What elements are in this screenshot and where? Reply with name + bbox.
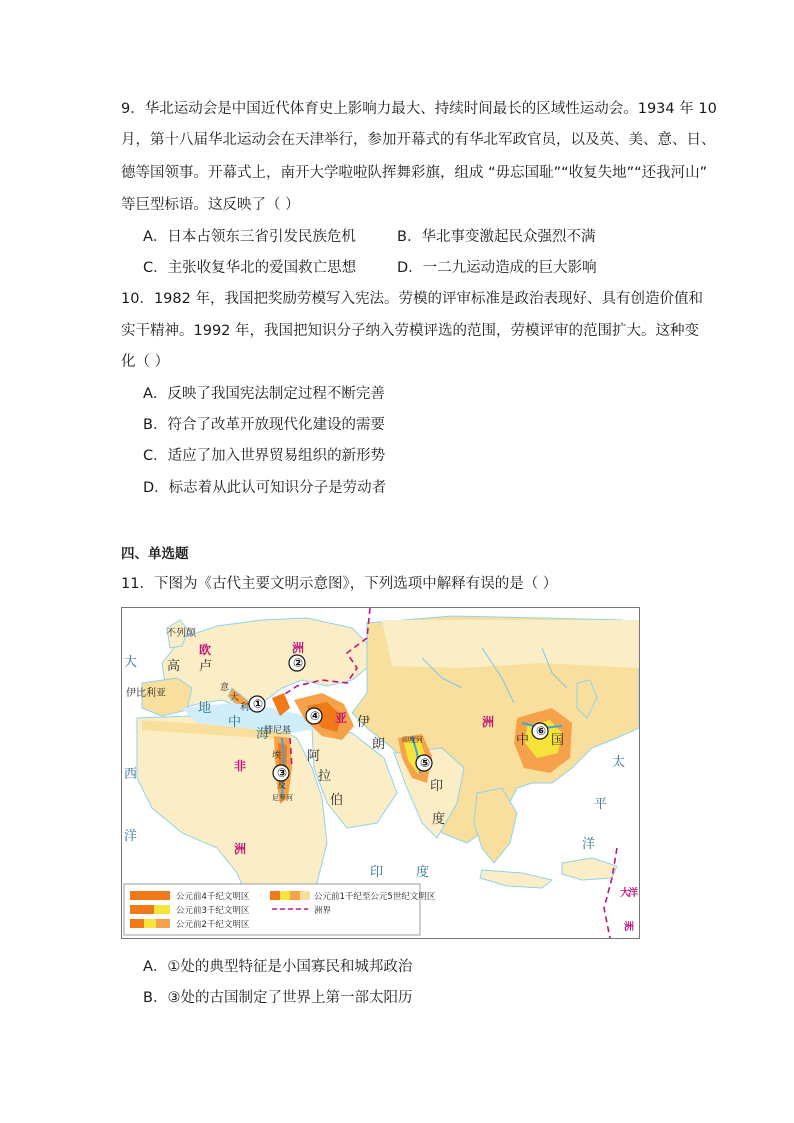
svg-text:③: ③ <box>277 766 288 780</box>
legend-swatch-2nd-a <box>130 919 144 928</box>
label-gaul-2: 卢 <box>199 659 213 674</box>
label-arabia-bo: 伯 <box>330 793 344 808</box>
legend-swatch-2nd-b <box>144 919 156 928</box>
label-egypt-2: 及 <box>277 781 287 791</box>
q9-option-c[interactable]: C．主张收复华北的爱国救亡思想 <box>143 260 357 276</box>
label-pacific-tai: 太 <box>612 755 626 770</box>
label-pacific-ping: 平 <box>594 797 608 812</box>
label-asia-zhou: 洲 <box>482 715 495 729</box>
label-italy-1: 意 <box>220 683 230 693</box>
label-atlantic-da: 大 <box>124 655 138 670</box>
label-oceania-yang: 洋 <box>628 888 638 899</box>
legend-label-4th-millennium: 公元前4千纪文明区 <box>176 892 250 902</box>
label-italy-3: 利 <box>240 703 250 713</box>
q9-stem-line-4: 等巨型标语。这反映了（ ） <box>121 197 300 213</box>
map-legend <box>124 884 436 935</box>
label-egypt-1: 埃 <box>272 751 282 761</box>
legend-swatch-1st-b <box>280 891 290 900</box>
label-nile: 尼罗河 <box>272 794 293 802</box>
label-arabia-a: 阿 <box>307 749 321 764</box>
legend-swatch-1st-a <box>270 891 280 900</box>
label-med-di: 地 <box>198 701 212 716</box>
q9-stem-line-3: 德等国领事。开幕式上，南开大学啦啦队挥舞彩旗，组成 “毋忘国耻”“收复失地”“还我河山” <box>121 165 708 181</box>
marker-3 <box>273 765 289 781</box>
legend-swatch-1st-c <box>290 891 300 900</box>
q10-option-c[interactable]: C．适应了加入世界贸易组织的新形势 <box>143 448 386 464</box>
q9-option-a[interactable]: A．日本占领东三省引发民族危机 <box>143 229 356 245</box>
q10-option-d[interactable]: D．标志着从此认可知识分子是劳动者 <box>143 480 387 496</box>
legend-label-boundary: 洲界 <box>314 906 332 916</box>
label-italy-2: 大 <box>230 693 240 703</box>
label-phoenicia: 腓尼基 <box>264 726 292 736</box>
q11-option-a[interactable]: A．①处的典型特征是小国寡民和城邦政治 <box>143 959 413 975</box>
legend-swatch-3rd-a <box>130 905 154 914</box>
legend-swatch-3rd-b <box>154 905 170 914</box>
marker-6 <box>532 723 548 739</box>
svg-text:④: ④ <box>310 709 321 723</box>
q9-option-d[interactable]: D．一二九运动造成的巨大影响 <box>397 260 597 276</box>
label-arabia-la: 拉 <box>318 769 332 784</box>
q9-option-b[interactable]: B．华北事变激起民众强烈不满 <box>397 229 596 245</box>
label-med-hai: 海 <box>256 727 270 742</box>
label-indian-ocean-yin: 印 <box>370 865 384 880</box>
label-oceania-da: 大 <box>620 888 630 899</box>
label-oceania-zhou: 洲 <box>624 922 634 933</box>
svg-text:⑥: ⑥ <box>536 724 547 738</box>
ancient-civilizations-map <box>121 607 640 939</box>
label-atlantic-xi: 西 <box>124 767 138 782</box>
marker-1 <box>249 696 265 712</box>
label-india-du: 度 <box>432 812 446 827</box>
q10-stem-line-1: 10．1982 年，我国把奖励劳模写入宪法。劳模的评审标准是政治表现好、具有创造价值和 <box>121 291 703 307</box>
q10-stem-line-2: 实干精神。1992 年，我国把知识分子纳入劳模评选的范围，劳模评审的范围扩大。这种变 <box>121 323 700 339</box>
q9-stem-line-2: 月，第十八届华北运动会在天津举行，参加开幕式的有华北军政官员，以及英、美、意、日、 <box>121 132 716 148</box>
q9-stem-line-1: 9．华北运动会是中国近代体育史上影响力最大、持续时间最长的区域性运动会。1934 年 10 <box>121 101 717 117</box>
q10-option-b[interactable]: B．符合了改革开放现代化建设的需要 <box>143 417 385 433</box>
legend-swatch-4th-millennium <box>130 891 170 900</box>
marker-5 <box>416 755 432 771</box>
q11-option-b[interactable]: B．③处的古国制定了世界上第一部太阳历 <box>143 990 413 1006</box>
label-iberia: 伊比利亚 <box>126 688 166 699</box>
svg-text:②: ② <box>293 656 304 670</box>
label-indus: 印度河 <box>402 736 423 744</box>
label-britain: 不列颠 <box>166 628 196 639</box>
label-india-yin: 印 <box>430 779 444 794</box>
label-iran-yi: 伊 <box>357 715 371 730</box>
north-asia-land <box>382 620 639 668</box>
q10-option-a[interactable]: A．反映了我国宪法制定过程不断完善 <box>143 386 385 402</box>
label-europe: 欧 <box>199 643 212 657</box>
label-indian-ocean-du: 度 <box>416 865 430 880</box>
label-europe-zhou: 洲 <box>292 641 305 655</box>
legend-label-3rd-millennium: 公元前3千纪文明区 <box>176 906 250 916</box>
legend-label-2nd-millennium: 公元前2千纪文明区 <box>176 920 250 930</box>
label-gaul-1: 高 <box>167 659 181 674</box>
label-china-zhong: 中 <box>516 733 530 748</box>
q10-stem-line-3: 化（ ） <box>121 354 170 370</box>
legend-label-1st-millennium: 公元前1千纪至公元5世纪文明区 <box>314 892 436 902</box>
marker-4 <box>306 708 322 724</box>
label-atlantic-yang: 洋 <box>124 829 138 844</box>
label-china-guo: 国 <box>551 733 565 748</box>
q11-stem: 11．下图为《古代主要文明示意图》，下列选项中解释有误的是（ ） <box>121 576 558 592</box>
section-title: 四、单选题 <box>121 546 189 562</box>
label-med-zhong: 中 <box>228 715 242 730</box>
label-africa-fei: 非 <box>234 759 247 773</box>
label-asia-ya: 亚 <box>335 711 348 725</box>
marker-2 <box>289 655 305 671</box>
legend-swatch-2nd-c <box>156 919 170 928</box>
label-africa-zhou: 洲 <box>234 842 247 856</box>
svg-text:①: ① <box>253 697 264 711</box>
legend-swatch-1st-d <box>300 891 310 900</box>
label-pacific-yang: 洋 <box>582 837 596 852</box>
label-iran-lang: 朗 <box>372 737 386 752</box>
svg-text:⑤: ⑤ <box>420 756 431 770</box>
